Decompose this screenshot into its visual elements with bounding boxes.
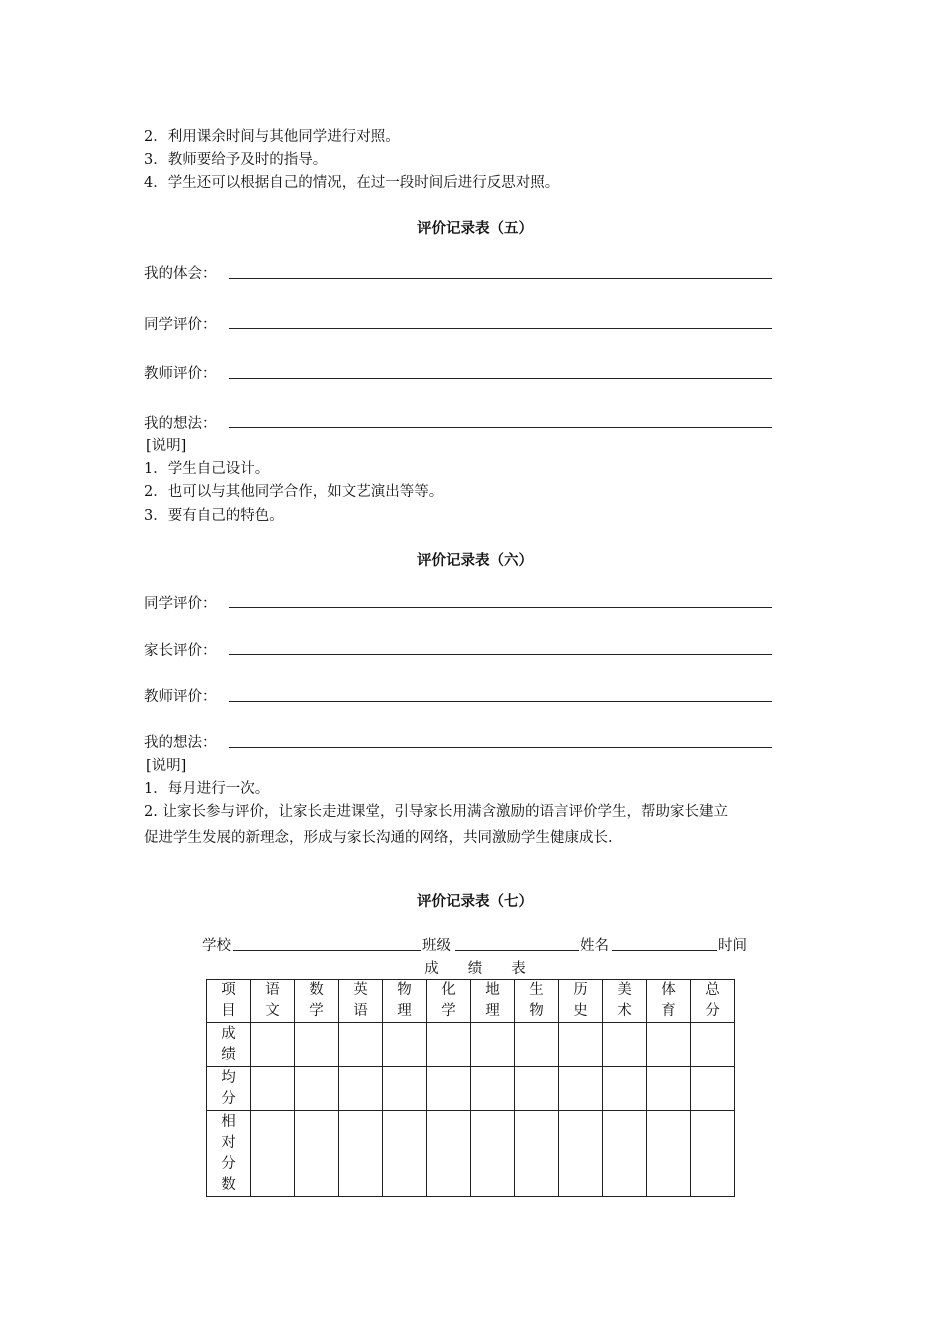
form5-field-line[interactable]	[229, 427, 772, 428]
form6-field-label: 教师评价：	[144, 689, 217, 705]
score-cell[interactable]	[691, 1023, 735, 1067]
score-cell[interactable]	[471, 1023, 515, 1067]
form7-title: 评价记录表（七）	[417, 893, 533, 910]
score-cell[interactable]	[295, 1111, 339, 1197]
form6-field-line[interactable]	[229, 747, 772, 748]
column-header: 生 物	[515, 980, 559, 1023]
column-header: 总 分	[691, 980, 735, 1023]
score-cell[interactable]	[251, 1067, 295, 1111]
table-row	[207, 1067, 735, 1111]
score-cell[interactable]	[515, 1023, 559, 1067]
form6-field-line[interactable]	[229, 701, 772, 702]
score-cell[interactable]	[559, 1023, 603, 1067]
score-cell[interactable]	[383, 1111, 427, 1197]
form6-note-label: [说明]	[146, 758, 187, 774]
column-header: 地 理	[471, 980, 515, 1023]
score-cell[interactable]	[647, 1023, 691, 1067]
form5-field-label: 同学评价：	[144, 317, 217, 333]
column-header: 英 语	[339, 980, 383, 1023]
form6-field-label: 家长评价：	[144, 643, 217, 659]
form5-field-line[interactable]	[229, 378, 772, 379]
form6-title: 评价记录表（六）	[417, 552, 533, 569]
score-cell[interactable]	[559, 1067, 603, 1111]
name-line[interactable]	[612, 950, 717, 951]
score-cell[interactable]	[603, 1067, 647, 1111]
class-line[interactable]	[455, 950, 579, 951]
column-header: 历 史	[559, 980, 603, 1023]
class-label: 班级	[422, 938, 451, 954]
score-cell[interactable]	[339, 1111, 383, 1197]
form6-field-line[interactable]	[229, 607, 772, 608]
score-cell[interactable]	[339, 1067, 383, 1111]
score-cell[interactable]	[383, 1067, 427, 1111]
column-header: 语 文	[251, 980, 295, 1023]
score-cell[interactable]	[251, 1111, 295, 1197]
school-line[interactable]	[233, 950, 421, 951]
table-header-row	[207, 980, 735, 1023]
form5-field-label: 我的体会：	[144, 266, 217, 282]
intro-item: 3．教师要给予及时的指导。	[144, 152, 328, 168]
column-header: 项 目	[207, 980, 251, 1023]
score-cell[interactable]	[427, 1111, 471, 1197]
row-header: 均 分	[207, 1067, 251, 1111]
score-cell[interactable]	[471, 1067, 515, 1111]
score-cell[interactable]	[647, 1067, 691, 1111]
score-cell[interactable]	[471, 1111, 515, 1197]
score-cell[interactable]	[427, 1023, 471, 1067]
score-cell[interactable]	[515, 1067, 559, 1111]
form5-field-label: 教师评价：	[144, 366, 217, 382]
form5-field-label: 我的想法：	[144, 416, 217, 432]
score-cell[interactable]	[559, 1111, 603, 1197]
form5-note-label: [说明]	[146, 438, 187, 454]
score-table	[206, 979, 735, 1197]
score-cell[interactable]	[691, 1067, 735, 1111]
column-header: 美 术	[603, 980, 647, 1023]
score-cell[interactable]	[383, 1023, 427, 1067]
score-cell[interactable]	[251, 1023, 295, 1067]
name-label: 姓名	[580, 938, 609, 954]
score-cell[interactable]	[295, 1023, 339, 1067]
form5-note: 1．学生自己设计。	[144, 461, 270, 477]
score-cell[interactable]	[515, 1111, 559, 1197]
column-header: 数 学	[295, 980, 339, 1023]
intro-item: 2．利用课余时间与其他同学进行对照。	[144, 129, 400, 145]
form6-note: 1．每月进行一次。	[144, 781, 270, 797]
intro-item: 4．学生还可以根据自己的情况，在过一段时间后进行反思对照。	[144, 175, 560, 191]
score-cell[interactable]	[603, 1023, 647, 1067]
form6-field-line[interactable]	[229, 654, 772, 655]
form6-field-label: 同学评价：	[144, 596, 217, 612]
form5-field-line[interactable]	[229, 328, 772, 329]
table-row	[207, 1023, 735, 1067]
form5-note: 2．也可以与其他同学合作，如文艺演出等等。	[144, 484, 444, 500]
form6-note: 促进学生发展的新理念，形成与家长沟通的网络，共同激励学生健康成长.	[144, 830, 613, 846]
column-header: 物 理	[383, 980, 427, 1023]
school-label: 学校	[202, 938, 231, 954]
row-header: 成 绩	[207, 1023, 251, 1067]
score-cell[interactable]	[603, 1111, 647, 1197]
form5-field-line[interactable]	[229, 278, 772, 279]
column-header: 化 学	[427, 980, 471, 1023]
table-row	[207, 1111, 735, 1197]
form6-note: 2. 让家长参与评价，让家长走进课堂，引导家长用满含激励的语言评价学生，帮助家长建立	[144, 804, 728, 820]
row-header: 相 对 分 数	[207, 1111, 251, 1197]
score-cell[interactable]	[691, 1111, 735, 1197]
time-label: 时间	[718, 938, 747, 954]
score-cell[interactable]	[295, 1067, 339, 1111]
score-cell[interactable]	[647, 1111, 691, 1197]
score-cell[interactable]	[427, 1067, 471, 1111]
score-cell[interactable]	[339, 1023, 383, 1067]
form5-title: 评价记录表（五）	[417, 220, 533, 237]
table-title: 成 绩 表	[424, 961, 526, 977]
form6-field-label: 我的想法：	[144, 735, 217, 751]
form5-note: 3．要有自己的特色。	[144, 508, 284, 524]
column-header: 体 育	[647, 980, 691, 1023]
